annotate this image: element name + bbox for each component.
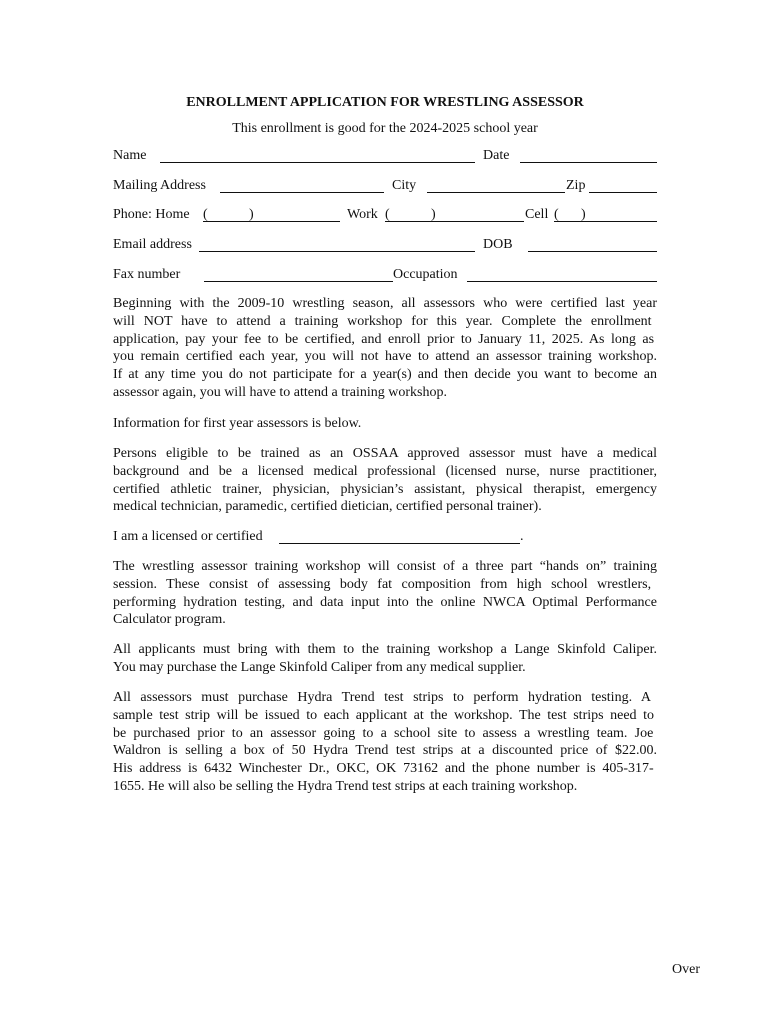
work-area-open: (: [385, 207, 390, 222]
date-label: Date: [483, 148, 510, 163]
work-phone-field[interactable]: [385, 221, 524, 222]
licensed-label: I am a licensed or certified: [113, 529, 263, 544]
over-page-note: Over: [672, 962, 700, 977]
first-year-note: Information for first year assessors is below.: [113, 416, 362, 431]
work-area-close: ): [431, 207, 436, 222]
work-label: Work: [347, 207, 378, 222]
occupation-label: Occupation: [393, 267, 458, 282]
mailing-address-label: Mailing Address: [113, 178, 206, 193]
name-field[interactable]: [160, 162, 475, 163]
zip-field[interactable]: [589, 192, 657, 193]
email-label: Email address: [113, 237, 192, 252]
workshop-paragraph: The wrestling assessor training workshop will consist of a three part “hands on” training session. These consist of assessing body fat composition from high school wrestlers, performing hydration testing, and data input into the online NWCA Optimal Performance Calculator program.: [113, 559, 657, 628]
cell-area-open: (: [554, 207, 559, 222]
dob-label: DOB: [483, 237, 513, 252]
form-title: ENROLLMENT APPLICATION FOR WRESTLING ASSESSOR: [186, 95, 584, 110]
licensed-field[interactable]: [279, 543, 520, 544]
mailing-address-field[interactable]: [220, 192, 384, 193]
zip-label: Zip: [566, 178, 586, 193]
email-field[interactable]: [199, 251, 475, 252]
form-subtitle: This enrollment is good for the 2024-2025 school year: [232, 121, 538, 136]
occupation-field[interactable]: [467, 281, 657, 282]
test-strips-paragraph: All assessors must purchase Hydra Trend test strips to perform hydration testing. A sample test strip will be issued to each applicant at the workshop. The test strips need to be purchased prior to an assessor going to a school site to assess a wrestling team. Joe Waldron is selling a box of 50 Hydra Trend test strips at a discounted price of $22.00. His address is 6432 Winchester Dr., OKC, OK 73162 and the phone number is 405-317- 1655. He will also be selling the Hydra Trend test strips at each training workshop.: [113, 690, 657, 794]
home-phone-field[interactable]: [203, 221, 340, 222]
cell-label: Cell: [525, 207, 549, 222]
cell-phone-field[interactable]: [554, 221, 657, 222]
phone-home-label: Phone: Home: [113, 207, 190, 222]
home-area-close: ): [249, 207, 254, 222]
fax-field[interactable]: [204, 281, 393, 282]
home-area-open: (: [203, 207, 208, 222]
returning-assessor-paragraph: Beginning with the 2009-10 wrestling season, all assessors who were certified last year will NOT have to attend a training workshop for this year. Complete the enrollment application, pay your fee to be certified, and enroll prior to January 11, 2025. As long as you remain certified each year, you will not have to attend an assessor training workshop. If at any time you do not participate for a year(s) and then decide you want to become an assessor again, you will have to attend a training workshop.: [113, 296, 657, 400]
caliper-paragraph: All applicants must bring with them to the training workshop a Lange Skinfold Caliper. You may purchase the Lange Skinfold Caliper from any medical supplier.: [113, 642, 657, 675]
city-field[interactable]: [427, 192, 565, 193]
date-field[interactable]: [520, 162, 657, 163]
city-label: City: [392, 178, 417, 193]
licensed-period: .: [520, 529, 524, 544]
fax-label: Fax number: [113, 267, 181, 282]
dob-field[interactable]: [528, 251, 657, 252]
cell-area-close: ): [581, 207, 586, 222]
name-label: Name: [113, 148, 147, 163]
eligibility-paragraph: Persons eligible to be trained as an OSSAA approved assessor must have a medical background and be a licensed medical professional (licensed nurse, nurse practitioner, certified athletic trainer, physician, physician’s assistant, physical therapist, emergency medical technician, paramedic, certified dietician, certified personal trainer).: [113, 446, 657, 515]
